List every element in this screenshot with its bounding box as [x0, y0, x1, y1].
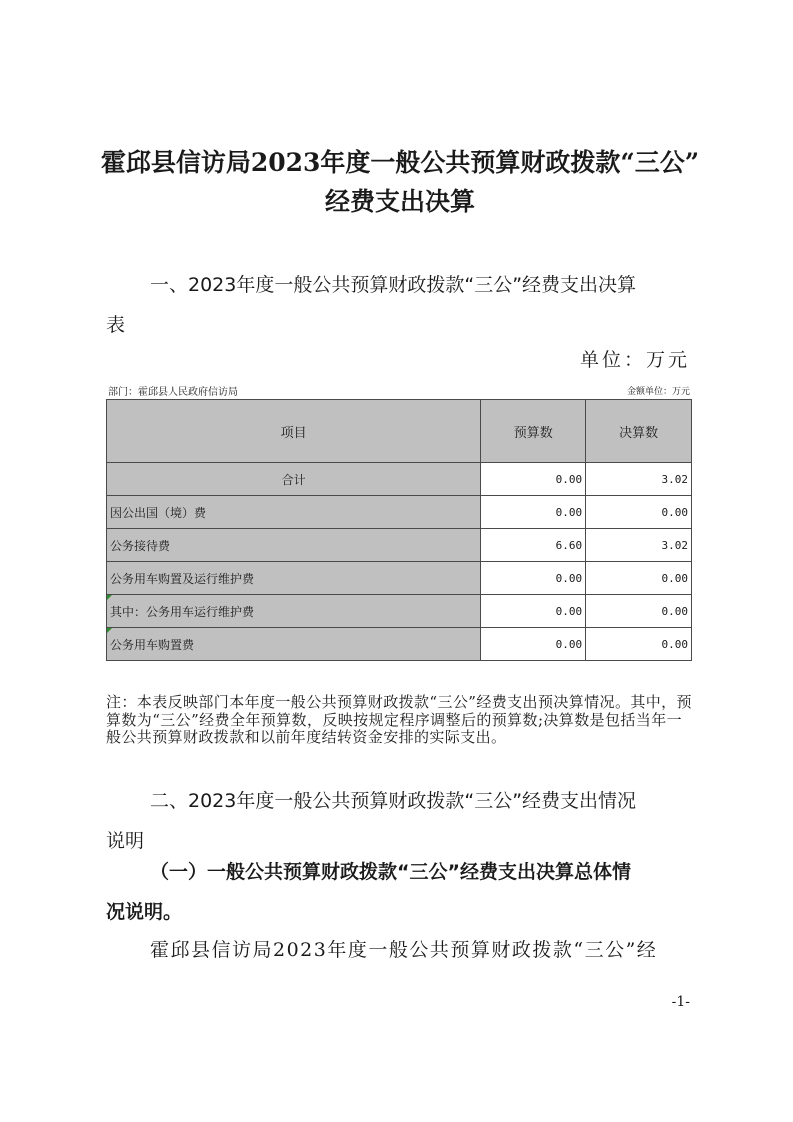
row-item: 公务用车购置费 — [110, 637, 195, 652]
section1-heading: 一、2023年度一般公共预算财政拨款“三公”经费支出决算 — [150, 274, 637, 296]
table-note: 注：本表反映部门本年度一般公共预算财政拨款“三公”经费支出预决算情况。其中，预算数为“三公”经费全年预算数，反映按规定程序调整后的预算数;决算数是包括当年一般公共预算财政拨款和以前年度结转资金安排的实际支出。 — [106, 693, 692, 746]
row-item-cell — [107, 595, 481, 628]
row-final: 0.00 — [586, 562, 692, 595]
section2-heading: 二、2023年度一般公共预算财政拨款“三公”经费支出情况 — [150, 790, 637, 812]
row-final: 3.02 — [586, 529, 692, 562]
amount-unit-label: 金额单位：万元 — [626, 387, 690, 397]
cell-error-flag-icon — [107, 628, 112, 633]
row-final: 0.00 — [586, 595, 692, 628]
row-item-cell — [107, 628, 481, 661]
table-header-row — [107, 400, 692, 463]
document-title-line-2: 经费支出决算 — [324, 187, 475, 216]
three-public-expenses-table — [106, 399, 692, 661]
section1-heading-cont: 表 — [106, 314, 126, 336]
row-budget: 0.00 — [481, 595, 586, 628]
row-budget: 6.60 — [481, 529, 586, 562]
table-row — [107, 562, 692, 595]
unit-label: 单位：万元 — [579, 349, 690, 371]
table-row — [107, 595, 692, 628]
table-row — [107, 628, 692, 661]
row-item: 公务用车购置及运行维护费 — [107, 562, 481, 595]
section2-heading-cont: 说明 — [106, 830, 145, 852]
row-item: 公务接待费 — [107, 529, 481, 562]
row-item: 因公出国（境）费 — [107, 496, 481, 529]
row-final: 0.00 — [586, 628, 692, 661]
row-final: 3.02 — [586, 463, 692, 496]
table-row — [107, 463, 692, 496]
table-row — [107, 496, 692, 529]
row-final: 0.00 — [586, 496, 692, 529]
row-budget: 0.00 — [481, 463, 586, 496]
table-row — [107, 529, 692, 562]
subsection1-heading-cont: 况说明。 — [106, 901, 183, 923]
body-paragraph: 霍邱县信访局2023年度一般公共预算财政拨款“三公”经 — [150, 939, 658, 961]
row-budget: 0.00 — [481, 628, 586, 661]
header-item: 项目 — [107, 400, 481, 463]
header-budget: 预算数 — [481, 400, 586, 463]
row-budget: 0.00 — [481, 562, 586, 595]
page-number: -1- — [671, 994, 690, 1010]
row-budget: 0.00 — [481, 496, 586, 529]
cell-error-flag-icon — [107, 595, 112, 600]
row-item: 合计 — [107, 463, 481, 496]
header-final: 决算数 — [586, 400, 692, 463]
department-label: 部门：霍邱县人民政府信访局 — [108, 387, 238, 398]
row-item: 其中：公务用车运行维护费 — [110, 604, 255, 619]
subsection1-heading: （一）一般公共预算财政拨款“三公”经费支出决算总体情 — [150, 861, 631, 883]
document-title-line-1: 霍邱县信访局2023年度一般公共预算财政拨款“三公” — [100, 148, 700, 177]
